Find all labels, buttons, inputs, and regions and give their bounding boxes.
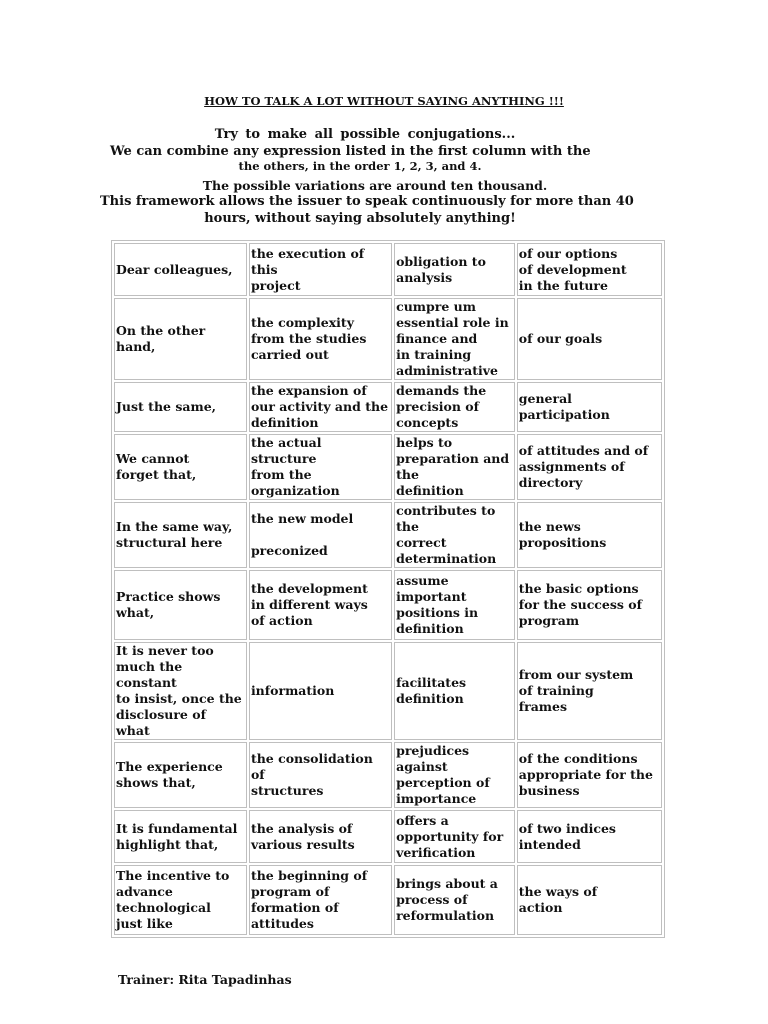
table-row [114, 742, 662, 808]
table-cell: prejudices against perception of importance [394, 742, 515, 808]
table-cell: the news propositions [517, 502, 662, 568]
table-cell: the actual structure from the organization [249, 434, 392, 500]
table-cell: cumpre um essential role in finance and in training administrative [394, 298, 515, 380]
table-cell: Just the same, [114, 382, 247, 432]
table-cell: It is fundamental highlight that, [114, 810, 247, 863]
table-cell: It is never too much the constant to insist, once the disclosure of what [114, 642, 247, 740]
table-cell: In the same way, structural here [114, 502, 247, 568]
table-cell: Dear colleagues, [114, 243, 247, 296]
table-cell: demands the precision of concepts [394, 382, 515, 432]
table-cell: assume important positions in definition [394, 570, 515, 640]
table-cell: the beginning of program of formation of attitudes [249, 865, 392, 935]
table-cell: brings about a process of reformulation [394, 865, 515, 935]
intro-line-5: This framework allows the issuer to speak continuously for more than 40 [100, 194, 634, 209]
table-cell: of the conditions appropriate for the business [517, 742, 662, 808]
table-cell: of attitudes and of assignments of directory [517, 434, 662, 500]
table-cell: The experience shows that, [114, 742, 247, 808]
table-cell: the ways of action [517, 865, 662, 935]
table-cell: facilitates definition [394, 642, 515, 740]
table-cell: the expansion of our activity and the definition [249, 382, 392, 432]
table-cell: information [249, 642, 392, 740]
table-cell: obligation to analysis [394, 243, 515, 296]
intro-line-2: We can combine any expression listed in the first column with the [110, 144, 591, 159]
table-cell: the analysis of various results [249, 810, 392, 863]
table-row [114, 298, 662, 380]
document-title: HOW TO TALK A LOT WITHOUT SAYING ANYTHING !!! [204, 94, 564, 108]
table-row [114, 810, 662, 863]
table-cell: offers a opportunity for verification [394, 810, 515, 863]
table-row [114, 243, 662, 296]
table-cell: the development in different ways of action [249, 570, 392, 640]
table-row [114, 382, 662, 432]
table-cell: the complexity from the studies carried out [249, 298, 392, 380]
table-cell: of our goals [517, 298, 662, 380]
table-row [114, 502, 662, 568]
table-cell: helps to preparation and the definition [394, 434, 515, 500]
table-row [114, 570, 662, 640]
table-cell: of two indices intended [517, 810, 662, 863]
table-cell: the consolidation of structures [249, 742, 392, 808]
table-cell: The incentive to advance technological just like [114, 865, 247, 935]
intro-line-4: The possible variations are around ten thousand. [202, 178, 548, 193]
table-cell: the new model preconized [249, 502, 392, 568]
intro-line-3: the others, in the order 1, 2, 3, and 4. [238, 159, 482, 173]
table-cell: On the other hand, [114, 298, 247, 380]
table-row [114, 642, 662, 740]
table-cell: of our options of development in the future [517, 243, 662, 296]
table-cell: general participation [517, 382, 662, 432]
trainer-credit: Trainer: Rita Tapadinhas [118, 972, 292, 987]
phrase-table [111, 240, 665, 938]
table-cell: contributes to the correct determination [394, 502, 515, 568]
table-cell: from our system of training frames [517, 642, 662, 740]
intro-line-6: hours, without saying absolutely anything! [204, 211, 516, 226]
table-cell: the basic options for the success of program [517, 570, 662, 640]
table-cell: Practice shows what, [114, 570, 247, 640]
table-row [114, 865, 662, 935]
table-cell: We cannot forget that, [114, 434, 247, 500]
table-row [114, 434, 662, 500]
intro-line-1: Try to make all possible conjugations... [214, 127, 516, 142]
table-cell: the execution of this project [249, 243, 392, 296]
